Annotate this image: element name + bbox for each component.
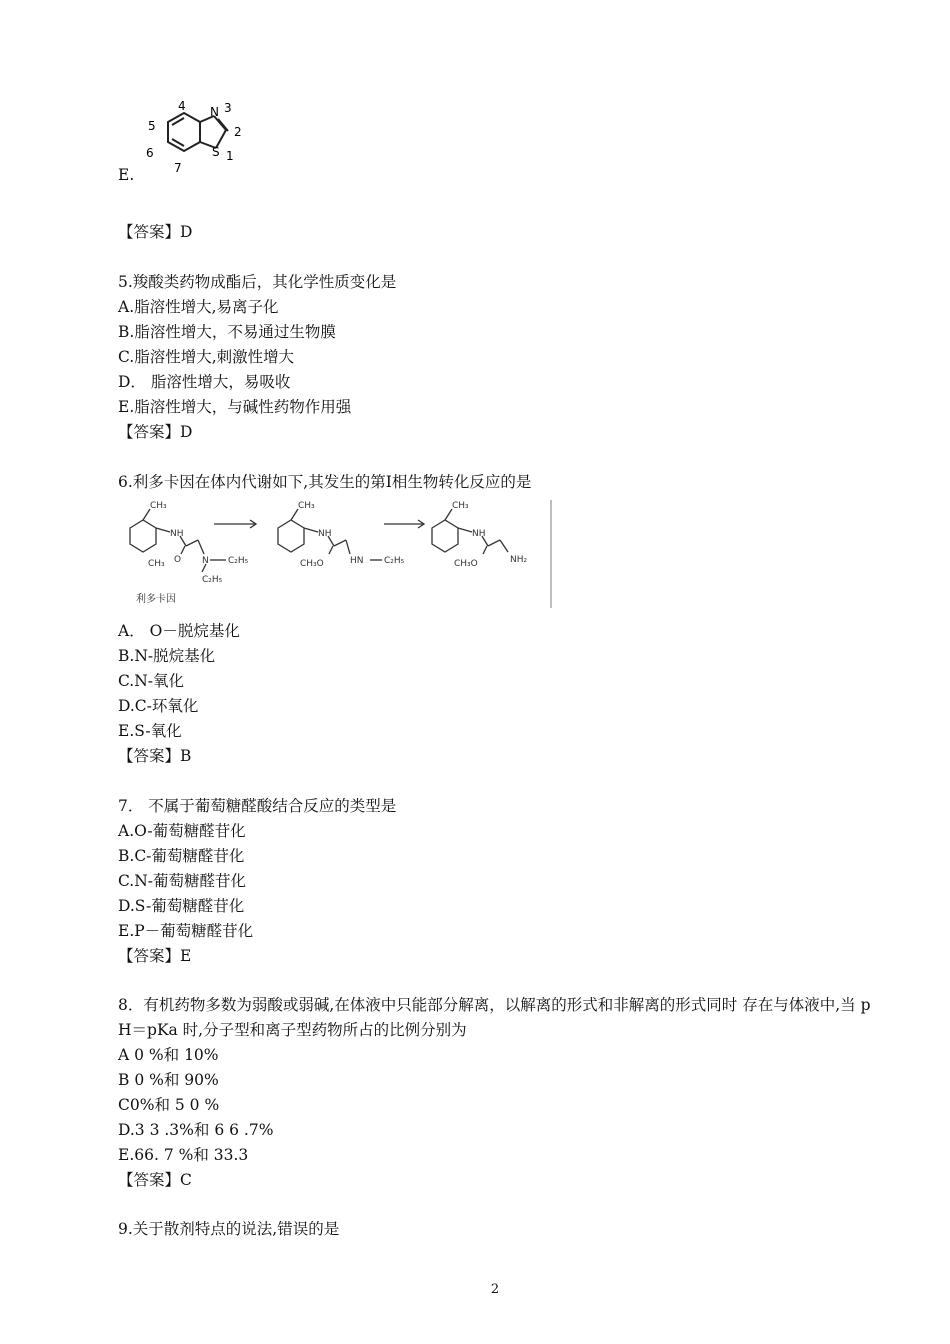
q5-stem: 5.羧酸类药物成酯后，其化学性质变化是 [118, 273, 397, 291]
label-7: 7 [174, 161, 182, 175]
m1-ch3-bottom: CH₃ [148, 559, 165, 569]
m2-nh: NH [318, 529, 332, 539]
q5-option-e: E.脂溶性增大，与碱性药物作用强 [118, 398, 352, 416]
q8-option-c: C0%和 5 0 % [118, 1096, 220, 1114]
m2-c2h5: C₂H₅ [384, 556, 405, 566]
page-number: 2 [490, 1282, 500, 1297]
m3-ch3o: CH₃O [454, 559, 478, 569]
q7-option-e: E.P－葡萄糖醛苷化 [118, 922, 254, 940]
q5-option-c: C.脂溶性增大,刺激性增大 [118, 348, 295, 366]
label-1: 1 [226, 149, 234, 163]
q5-answer: 【答案】D [118, 423, 193, 441]
m1-c2h5-bottom: C₂H₅ [202, 575, 223, 585]
q6-option-d: D.C-环氧化 [118, 697, 199, 715]
q7-option-a: A.O-葡萄糖醛苷化 [118, 822, 246, 840]
q5-option-b: B.脂溶性增大，不易通过生物膜 [118, 323, 336, 341]
q7-option-d: D.S-葡萄糖醛苷化 [118, 897, 245, 915]
benzothiazole-structure [138, 100, 258, 178]
q7-answer: 【答案】E [118, 947, 192, 965]
q8-option-a: A 0 %和 10% [118, 1046, 219, 1064]
m1-c2h5-right: C₂H₅ [228, 556, 249, 566]
q7-option-c: C.N-葡萄糖醛苷化 [118, 872, 247, 890]
m1-nh: NH [170, 529, 184, 539]
label-6: 6 [146, 146, 154, 160]
lidocaine-metabolism-figure [118, 498, 558, 610]
q6-option-c: C.N-氧化 [118, 672, 185, 690]
m2-hn: HN [350, 556, 364, 566]
q9-stem: 9.关于散剂特点的说法,错误的是 [118, 1220, 340, 1238]
q5-option-a: A.脂溶性增大,易离子化 [118, 298, 279, 316]
q8-option-b: B 0 %和 90% [118, 1071, 219, 1089]
m3-ch3-top: CH₃ [452, 501, 469, 511]
q6-option-b: B.N-脱烷基化 [118, 647, 216, 665]
label-5: 5 [148, 119, 156, 133]
q6-option-a: A． O－脱烷基化 [118, 622, 240, 640]
label-2: 2 [234, 125, 242, 139]
label-s: S [212, 145, 220, 159]
q4-option-e: E. [118, 166, 135, 184]
m1-ch3-top: CH₃ [150, 501, 167, 511]
q8-option-e: E.66. 7 %和 33.3 [118, 1146, 249, 1164]
q5-option-d: D． 脂溶性增大，易吸收 [118, 373, 291, 391]
m3-nh2: NH₂ [510, 555, 528, 565]
m1-n: N [202, 556, 209, 566]
m2-ch3o: CH₃O [300, 559, 324, 569]
q6-stem: 6.利多卡因在体内代谢如下,其发生的第Ⅰ相生物转化反应的是 [118, 473, 532, 491]
m1-o: O [174, 555, 182, 565]
m2-ch3-top: CH₃ [298, 501, 315, 511]
q8-answer: 【答案】C [118, 1171, 192, 1189]
q7-stem: 7． 不属于葡萄糖醛酸结合反应的类型是 [118, 797, 397, 815]
q7-option-b: B.C-葡萄糖醛苷化 [118, 847, 245, 865]
q6-answer: 【答案】B [118, 747, 192, 765]
label-3: 3 [224, 101, 232, 115]
q4-answer: 【答案】D [118, 223, 193, 241]
label-4: 4 [178, 100, 186, 113]
m3-nh: NH [472, 529, 486, 539]
figure-caption: 利多卡因 [136, 594, 176, 605]
label-n: N [210, 105, 219, 119]
q6-option-e: E.S-氧化 [118, 722, 182, 740]
q8-stem: 8．有机药物多数为弱酸或弱碱,在体液中只能部分解离，以解离的形式和非解离的形式同时 存在与体液中,当 p H＝pKa 时,分子型和离子型药物所占的比例分别为 [118, 996, 871, 1039]
q8-option-d: D.3 3 .3%和 6 6 .7% [118, 1121, 274, 1139]
